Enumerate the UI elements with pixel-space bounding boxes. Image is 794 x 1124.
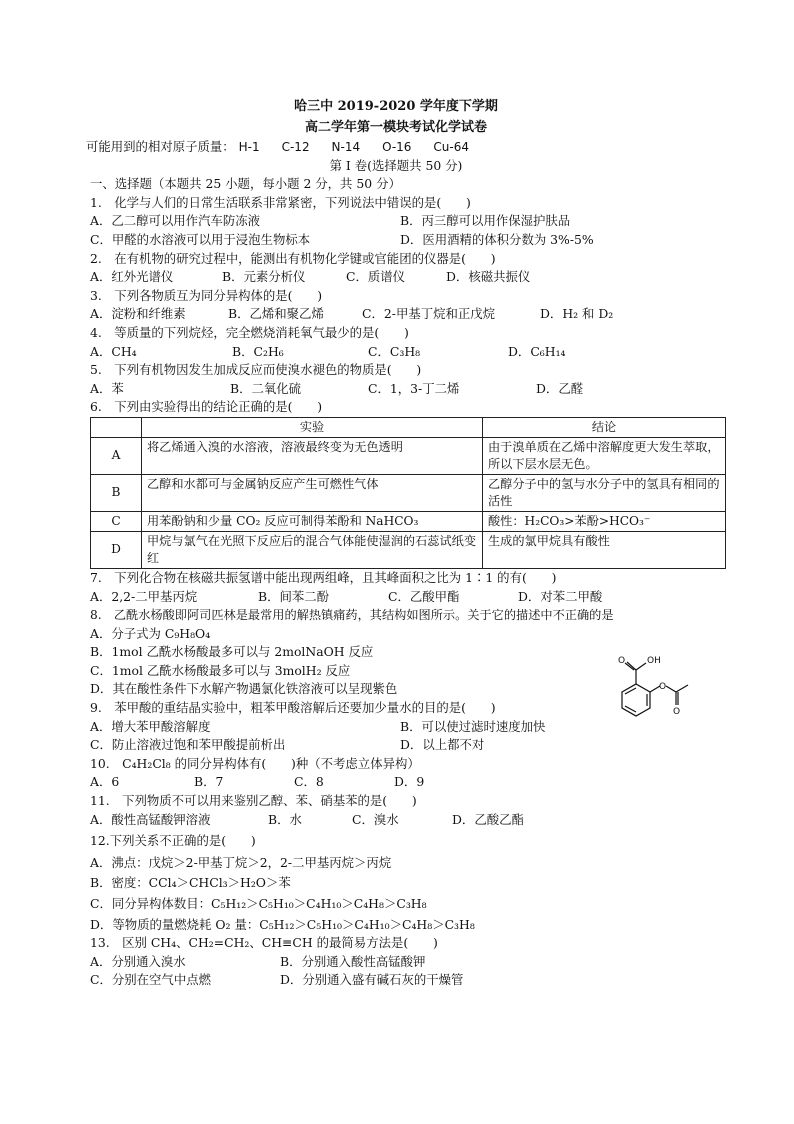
option-12b: B．密度：CCl₄＞CHCl₃＞H₂O＞苯 bbox=[90, 875, 291, 891]
benzene-ring bbox=[622, 684, 650, 716]
option-3b: B．乙烯和聚乙烯 bbox=[228, 306, 324, 322]
question-10-stem: 10. C₄H₂Cl₈ 的同分异构体有( )种（不考虑立体异构） bbox=[90, 755, 420, 771]
question-3-options bbox=[90, 305, 702, 324]
option-12c: C．同分异构体数目：C₅H₁₂＞C₅H₁₀＞C₄H₁₀＞C₄H₈＞C₃H₈ bbox=[90, 896, 427, 911]
option-2d: D．核磁共振仪 bbox=[446, 269, 531, 285]
option-9b: B．可以使过滤时速度加快 bbox=[400, 718, 546, 734]
ester-o-label: O bbox=[659, 682, 667, 692]
question-1-options-row2 bbox=[90, 231, 702, 250]
question-1-stem: 1. 化学与人们的日常生活联系非常紧密，下列说法中错误的是( ) bbox=[90, 194, 471, 210]
option-11c: C．溴水 bbox=[352, 811, 399, 827]
row-experiment: 将乙烯通入溴的水溶液，溶液最终变为无色透明 bbox=[142, 437, 483, 474]
question-13-stem: 13. 区别 CH₄、CH₂=CH₂、CH≡CH 的最简易方法是( ) bbox=[90, 935, 438, 951]
question-2-options bbox=[90, 268, 702, 287]
option-7d: D．对苯二甲酸 bbox=[518, 588, 603, 604]
hydroxyl-label: OH bbox=[647, 656, 661, 666]
option-13a: A．分别通入溴水 bbox=[90, 953, 186, 969]
table-row bbox=[91, 474, 726, 511]
aspirin-structure-diagram bbox=[600, 650, 710, 730]
option-8a: A．分子式为 C₉H₈O₄ bbox=[90, 625, 211, 641]
option-7b: B．间苯二酚 bbox=[258, 588, 330, 604]
option-5c: C．1，3-丁二烯 bbox=[368, 380, 460, 396]
option-11b: B．水 bbox=[268, 811, 302, 827]
row-conclusion: 由于溴单质在乙烯中溶解度更大发生萃取，所以下层水层无色。 bbox=[483, 437, 726, 474]
table-row bbox=[91, 511, 726, 531]
atomic-mass-h: H-1 bbox=[238, 140, 260, 154]
table-header-row bbox=[91, 417, 726, 437]
option-2c: C．质谱仪 bbox=[346, 269, 406, 285]
question-4-options bbox=[90, 343, 702, 362]
option-10b: B．7 bbox=[194, 774, 224, 790]
question-3-stem: 3. 下列各物质互为同分异构体的是( ) bbox=[90, 287, 323, 303]
option-1c: C．甲醛的水溶液可以用于浸泡生物标本 bbox=[90, 231, 311, 247]
option-2a: A．红外光谱仪 bbox=[90, 269, 174, 285]
option-1d: D．医用酒精的体积分数为 3%-5% bbox=[400, 231, 594, 247]
question-2-stem: 2. 在有机物的研究过程中，能测出有机物化学键或官能团的仪器是( ) bbox=[90, 250, 496, 266]
row-key: C bbox=[91, 511, 142, 531]
experiment-table bbox=[90, 417, 726, 569]
option-5a: A．苯 bbox=[90, 380, 124, 396]
question-13-options-row2 bbox=[90, 971, 702, 990]
atomic-mass-o: O-16 bbox=[382, 140, 412, 154]
option-10d: D．9 bbox=[394, 774, 425, 790]
option-13d: D．分别通入盛有碱石灰的干燥管 bbox=[280, 972, 464, 988]
table-header-experiment: 实验 bbox=[142, 417, 483, 437]
option-9d: D．以上都不对 bbox=[400, 737, 485, 753]
question-9-options-row2 bbox=[90, 736, 702, 755]
carbonyl-o-label: O bbox=[618, 656, 626, 666]
atomic-mass-line bbox=[86, 138, 702, 157]
option-11d: D．乙酸乙酯 bbox=[452, 811, 524, 827]
option-3c: C．2-甲基丁烷和正戊烷 bbox=[362, 306, 496, 322]
option-9a: A．增大苯甲酸溶解度 bbox=[90, 718, 211, 734]
option-10a: A．6 bbox=[90, 774, 120, 790]
question-7-options bbox=[90, 588, 702, 607]
option-8d: D．其在酸性条件下水解产物遇氯化铁溶液可以呈现紫色 bbox=[90, 681, 398, 697]
question-6-stem: 6. 下列由实验得出的结论正确的是( ) bbox=[90, 399, 323, 415]
row-key: B bbox=[91, 474, 142, 511]
option-13c: C．分别在空气中点燃 bbox=[90, 972, 211, 988]
exam-title-school: 哈三中 2019-2020 学年度下学期 bbox=[294, 99, 498, 114]
row-key: A bbox=[91, 437, 142, 474]
question-12-stem: 12.下列关系不正确的是( ) bbox=[90, 833, 256, 849]
ester-carbonyl-o-label: O bbox=[673, 707, 681, 717]
question-13-options-row1 bbox=[90, 953, 702, 972]
option-4d: D．C₆H₁₄ bbox=[508, 343, 566, 359]
option-12a: A．沸点：戊烷＞2-甲基丁烷＞2，2-二甲基丙烷＞丙烷 bbox=[90, 854, 392, 870]
option-12d: D．等物质的量燃烧耗 O₂ 量：C₅H₁₂＞C₅H₁₀＞C₄H₁₀＞C₄H₈＞C₃H₈ bbox=[90, 916, 475, 932]
option-1b: B．丙三醇可以用作保湿护肤品 bbox=[400, 213, 571, 229]
option-13b: B．分别通入酸性高锰酸钾 bbox=[280, 953, 426, 969]
question-11-stem: 11. 下列物质不可以用来鉴别乙醇、苯、硝基苯的是( ) bbox=[90, 793, 417, 809]
option-5d: D．乙醛 bbox=[536, 380, 584, 396]
option-4a: A．CH₄ bbox=[90, 343, 137, 359]
question-11-options bbox=[90, 811, 702, 830]
table-header-key bbox=[91, 417, 142, 437]
section-heading: 第 I 卷(选择题共 50 分) bbox=[329, 157, 463, 173]
option-8b: B．1mol 乙酰水杨酸最多可以与 2molNaOH 反应 bbox=[90, 644, 374, 660]
question-1-options-row1 bbox=[90, 212, 702, 231]
row-experiment: 甲烷与氯气在光照下反应后的混合气体能使湿润的石蕊试纸变红 bbox=[142, 531, 483, 568]
part-heading: 一、选择题（本题共 25 小题，每小题 2 分，共 50 分） bbox=[90, 176, 401, 192]
option-11a: A．酸性高锰酸钾溶液 bbox=[90, 811, 211, 827]
exam-title-course: 高二学年第一模块考试化学试卷 bbox=[304, 120, 487, 135]
option-3a: A．淀粉和纤维素 bbox=[90, 306, 186, 322]
option-2b: B．元素分析仪 bbox=[222, 269, 306, 285]
atomic-mass-cu: Cu-64 bbox=[433, 140, 469, 154]
row-conclusion: 乙醇分子中的氢与水分子中的氢具有相同的活性 bbox=[483, 474, 726, 511]
row-key: D bbox=[91, 531, 142, 568]
question-7-stem: 7. 下列化合物在核磁共振氢谱中能出现两组峰，且其峰面积之比为 1∶1 的有( ) bbox=[90, 569, 557, 585]
table-row bbox=[91, 531, 726, 568]
table-header-conclusion: 结论 bbox=[483, 417, 726, 437]
option-4b: B．C₂H₆ bbox=[232, 343, 284, 359]
option-7c: C．乙酸甲酯 bbox=[388, 588, 460, 604]
option-10c: C．8 bbox=[294, 774, 324, 790]
question-8-stem: 8. 乙酰水杨酸即阿司匹林是最常用的解热镇痛药，其结构如图所示。关于它的描述中不正确的是 bbox=[90, 608, 614, 623]
row-experiment: 乙醇和水都可与金属钠反应产生可燃性气体 bbox=[142, 474, 483, 511]
question-9-stem: 9. 苯甲酸的重结晶实验中，粗苯甲酸溶解后还要加少量水的目的是( ) bbox=[90, 700, 496, 716]
option-8c: C．1mol 乙酰水杨酸最多可以与 3molH₂ 反应 bbox=[90, 662, 351, 678]
atomic-mass-c: C-12 bbox=[281, 140, 310, 154]
exam-page bbox=[86, 96, 720, 990]
question-5-options bbox=[90, 380, 702, 399]
row-conclusion: 酸性：H₂CO₃>苯酚>HCO₃⁻ bbox=[483, 511, 726, 531]
atomic-mass-n: N-14 bbox=[331, 140, 361, 154]
row-conclusion: 生成的氯甲烷具有酸性 bbox=[483, 531, 726, 568]
option-7a: A．2,2-二甲基丙烷 bbox=[90, 588, 198, 604]
question-4-stem: 4. 等质量的下列烷烃，完全燃烧消耗氧气最少的是( ) bbox=[90, 324, 409, 340]
option-4c: C．C₃H₈ bbox=[368, 343, 421, 359]
option-9c: C．防止溶液过饱和苯甲酸提前析出 bbox=[90, 737, 286, 753]
question-5-stem: 5. 下列有机物因发生加成反应而使溴水褪色的物质是( ) bbox=[90, 362, 422, 378]
row-experiment: 用苯酚钠和少量 CO₂ 反应可制得苯酚和 NaHCO₃ bbox=[142, 511, 483, 531]
table-row bbox=[91, 437, 726, 474]
option-1a: A．乙二醇可以用作汽车防冻液 bbox=[90, 213, 261, 229]
option-3d: D．H₂ 和 D₂ bbox=[540, 306, 614, 322]
option-5b: B．二氧化硫 bbox=[230, 380, 302, 396]
atomic-mass-label: 可能用到的相对原子质量： bbox=[86, 139, 235, 154]
question-10-options bbox=[90, 773, 702, 792]
